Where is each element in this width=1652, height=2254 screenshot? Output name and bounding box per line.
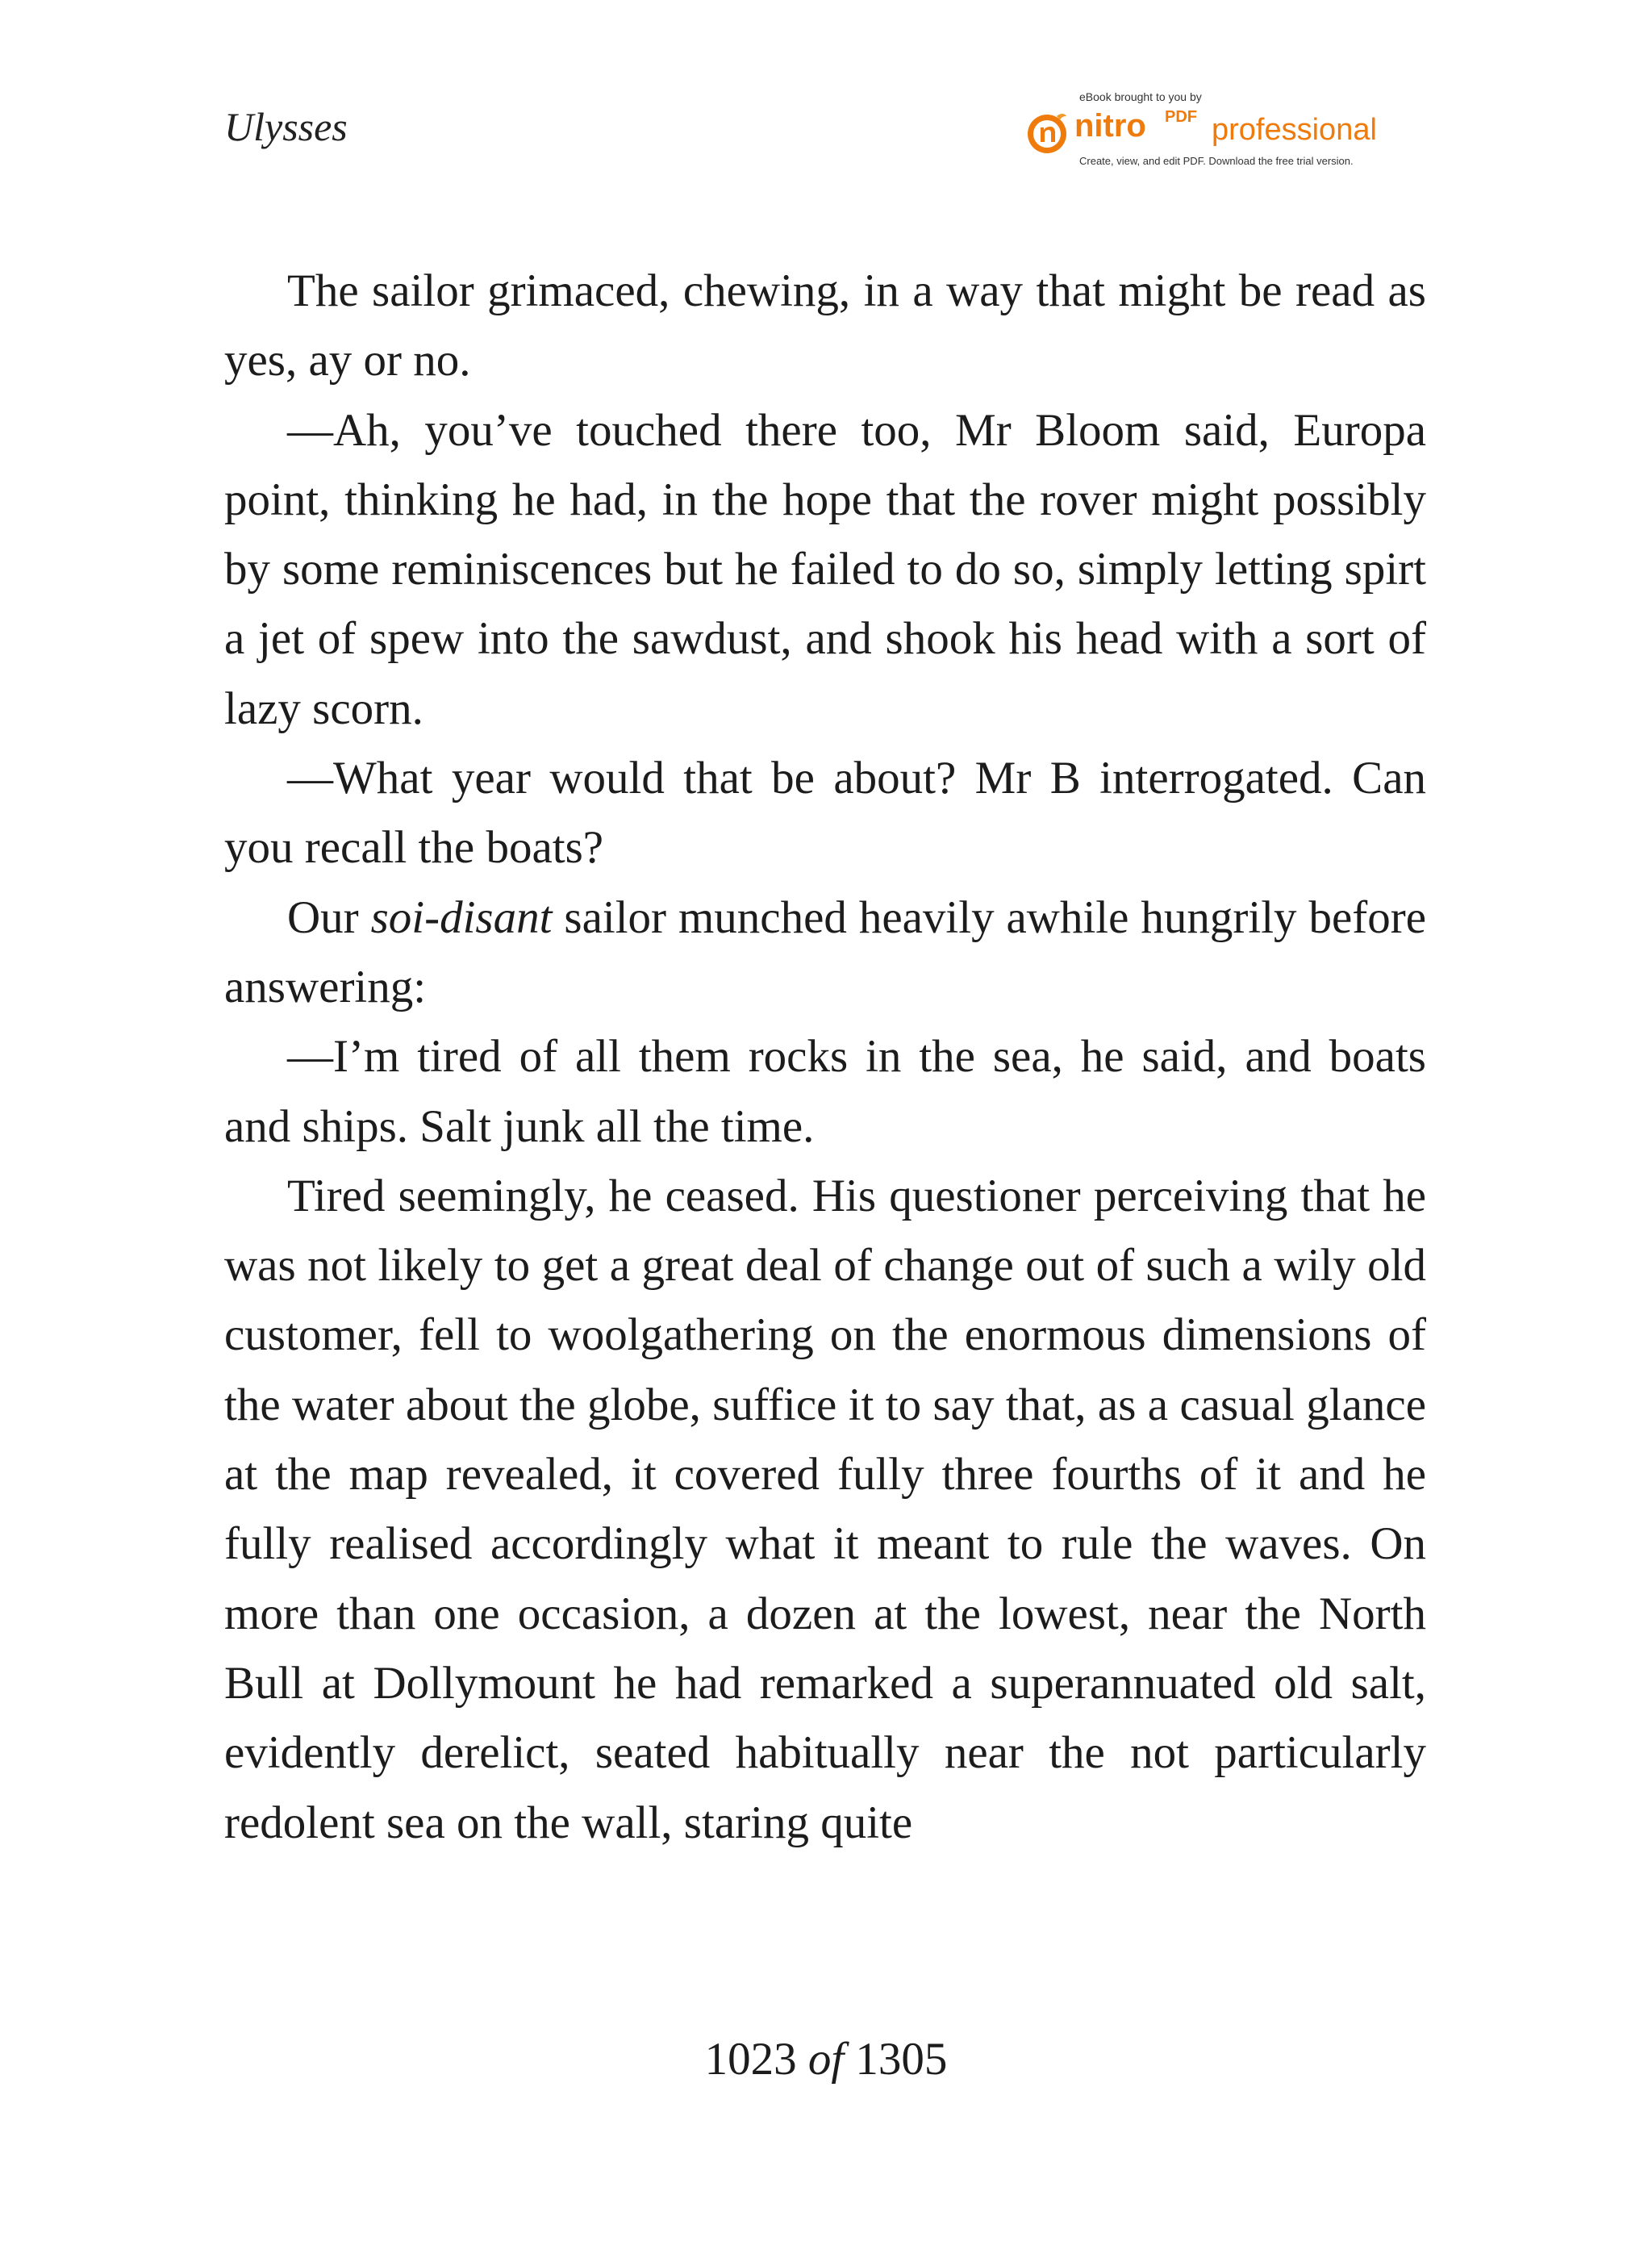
page-body	[224, 257, 1426, 1858]
paragraph: Tired seemingly, he ceased. His questioner perceiving that he was not likely to get a great deal of change out of such a wily old customer, fell to woolgathering on the enormous dimensions of the water about the globe, suffice it to say that, as a casual glance at the map revealed, it covered fully three fourths of it and he fully realised accordingly what it meant to rule the waves. On more than one occasion, a dozen at the lowest, near the North Bull at Dollymount he had remarked a superannuated old salt, evidently derelict, seated habitually near the not particularly redolent sea on the wall, staring quite	[224, 1170, 1426, 1848]
paragraph: The sailor grimaced, chewing, in a way that might be read as yes, ay or no.	[224, 265, 1426, 386]
paragraph: —What year would that be about? Mr B interrogated. Can you recall the boats?	[224, 753, 1426, 874]
page-of: of	[807, 2034, 845, 2085]
brand-tagline: Create, view, and edit PDF. Download the free trial version.	[1079, 155, 1354, 167]
current-page: 1023	[704, 2034, 797, 2085]
page-number	[0, 2033, 1652, 2085]
total-pages: 1305	[855, 2034, 948, 2085]
paragraph-text: Our	[287, 891, 359, 943]
italic-phrase: soi-disant	[370, 891, 553, 943]
running-title: Ulysses	[224, 104, 348, 149]
brand-top-text: eBook brought to you by	[1079, 90, 1202, 103]
brand-superscript: PDF	[1165, 108, 1197, 126]
paragraph-text: sailor munched heavily awhile hungrily before answering:	[224, 891, 1427, 1012]
brand-product: professional	[1212, 113, 1377, 147]
paragraph	[224, 883, 1426, 1023]
brand-name: nitro	[1074, 108, 1146, 144]
nitro-logo-icon	[1024, 110, 1070, 155]
ebook-brand-banner[interactable]	[1024, 90, 1444, 171]
paragraph: —I’m tired of all them rocks in the sea, he said, and boats and ships. Salt junk all the time.	[224, 1031, 1426, 1152]
paragraph: —Ah, you’ve touched there too, Mr Bloom said, Europa point, thinking he had, in the hope that the rover might possibly by some reminiscences but he failed to do so, simply letting spirt a jet of spew into the sawdust, and shook his head with a sort of lazy scorn.	[224, 404, 1426, 734]
